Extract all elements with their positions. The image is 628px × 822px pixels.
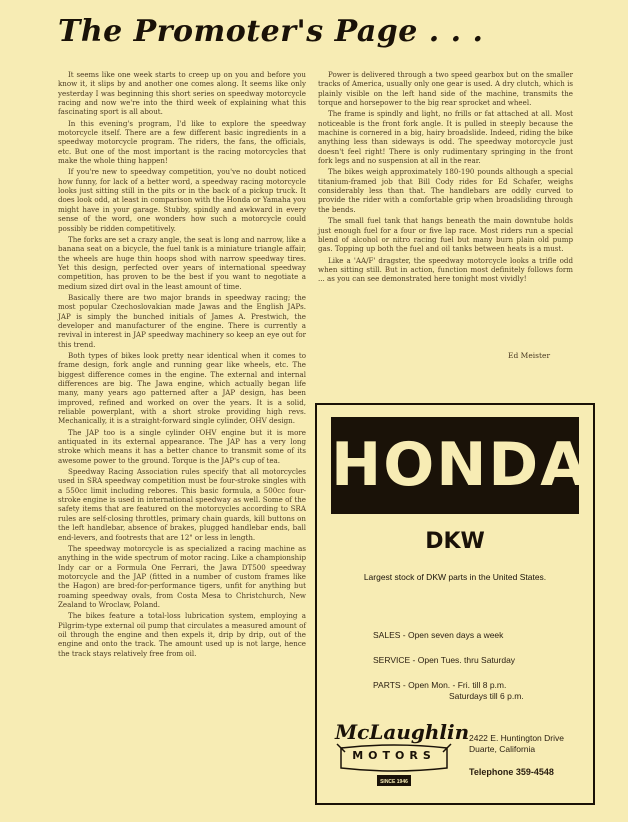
hours-text: - Open seven days a week	[400, 630, 504, 640]
page-title: The Promoter's Page . . .	[58, 14, 484, 49]
article-paragraph: Speedway Racing Association rules specify that all motorcycles used in SRA speedway competition must be four-stroke singles with a 550cc limit including rebores. This basic formula, a 500cc four-stroke engine is used in international speedway as well. Some of the safety items that are featured on the motorcycles according to SRA rules are self-closing throttles, primary chain guards, kill buttons on the left handlebar, absence of brakes, plugged handlebar ends, ball end-levers, and footrests that are 12" or less in length.	[58, 467, 306, 542]
article-paragraph: Power is delivered through a two speed gearbox but on the smaller tracks of America, usually only one gear is used. A dry clutch, which is plainly visible on the left hand side of the machine, transmits the torque and horsepower to the big rear sprocket and wheel.	[318, 70, 573, 108]
article-paragraph: In this evening's program, I'd like to explore the speedway motorcycle itself. There are a few different basic ingredients in a speedway motorcycle program. The riders, the fans, the officials, etc. But one of the most important is the racing motorcycles that make the whole thing happen!	[58, 118, 306, 166]
article-left-column	[58, 70, 306, 660]
article-paragraph: It seems like one week starts to creep up on you and before you know it, it slips by and another one comes along. It seems like only yesterday I was beginning this short series on speedway motorcycle racing and now we're into the third week of explaining what this fascinating sport is all about.	[58, 70, 306, 117]
hours-saturday: Saturdays till 6 p.m.	[449, 691, 524, 701]
article-paragraph: Like a 'AA/F' dragster, the speedway motorcycle looks a trifle odd when sitting still. But in action, function most definitely follows form ... as you can see demonstrated here tonight most vividly!	[318, 255, 573, 284]
article-paragraph: The speedway motorcycle is as specialized a racing machine as anything in the wide spectrum of motor racing. Like a championship Indy car or a Formula One Ferrari, the Jawa DT500 speedway motorcycle and the JAP (fitted in a number of custom frames like the Hagon) are bred-for-performance tigers, unfit for anything but roaming speedway ovals, from Costa Mesa to Christchurch, New Zealand to Wroclaw, Poland.	[58, 543, 306, 609]
logo-name: McLaughlin	[335, 720, 470, 744]
article-paragraph: Basically there are two major brands in speedway racing; the most popular Czechoslovakian made Jawas and the English JAPs. JAP is simply the bunched initials of James A. Prestwich, the developer and manufacturer of the engine. There is currently a revival in interest in JAP speedway machinery so keep an eye out for this trend.	[58, 292, 306, 349]
hours-label: SALES	[373, 630, 401, 640]
address-line: Duarte, California	[469, 744, 536, 754]
article-paragraph: The forks are set a crazy angle, the seat is long and narrow, like a banana seat on a bicycle, the fuel tank is a miniature triangle affair, the wheels are huge thin hoops shod with narrow speedway tires. Yet this design, perfected over years of international speedway competition, has proven to be the best if you want to negotiate a medium sized dirt oval in the least amount of time.	[58, 234, 306, 291]
ad-tagline: Largest stock of DKW parts in the United States.	[363, 572, 547, 582]
article-paragraph: The small fuel tank that hangs beneath the main downtube holds just enough fuel for a four or five lap race. Most riders run a special blend of alcohol or nitro racing fuel but many burn plain old pump gas. Topping up both the fuel and oil tanks between heats is a must.	[318, 216, 573, 254]
dealer-advertisement	[315, 403, 595, 805]
article-paragraph: Both types of bikes look pretty near identical when it comes to frame design, fork angle and running gear like wheels, etc. The biggest difference comes in the engine. The external and internal differences are big. The Jawa engine, which actually began life many, many years ago patterned after a JAP design, has been improved, refined and worked on over the years. It is a solid, reliable powerplant, with a short stroke providing high revs. Mechanically, it is a straight-forward single cylinder, OHV design.	[58, 350, 306, 426]
address-line: 2422 E. Huntington Drive	[469, 733, 564, 743]
hours-text: - Open Mon. - Fri. till 8 p.m.	[400, 680, 507, 690]
logo-since: SINCE 1946	[380, 779, 408, 785]
article-paragraph: The bikes weigh approximately 180-190 pounds although a special titanium-framed job that Bill Cody rides for Ed Schafer, weighs considerably less than that. The handlebars are oddly curved to provide the rider with a comfortable grip when broadsliding through the bends.	[318, 167, 573, 214]
hours-label: SERVICE	[373, 655, 411, 665]
hours-text: - Open Tues. thru Saturday	[410, 655, 516, 665]
dealer-phone: Telephone 359-4548	[469, 767, 554, 777]
author-signature: Ed Meister	[508, 351, 551, 360]
hours-sales	[373, 630, 503, 641]
hours-parts	[373, 680, 524, 702]
article-paragraph: The frame is spindly and light, no frills or fat attached at all. Most noticeable is the front fork angle. It is pulled in steeply because the machine is cornered in a big, hairy broadslide. Indeed, riding the bike anything less than sideways is odd. The speedway motorcycle just doesn't feel right! There is only rudimentary springing in the front fork legs and no suspension at all in the rear.	[318, 109, 573, 166]
hours-label: PARTS	[373, 680, 401, 690]
logo-motors: MOTORS	[352, 749, 436, 762]
dkw-heading: DKW	[425, 529, 485, 554]
mclaughlin-motors-logo	[335, 718, 470, 798]
article-right-column	[318, 70, 573, 286]
article-paragraph: The bikes feature a total-loss lubrication system, employing a Pilgrim-type external oil pump that circulates a measured amount of oil through the engine and then expels it, drip by drip, out of the engine and onto the track. The amount used up is not large, hence the track stays relatively free from oil.	[58, 611, 306, 658]
dealer-address	[469, 733, 564, 755]
honda-brand-block: HONDA	[331, 417, 579, 514]
article-paragraph: The JAP too is a single cylinder OHV engine but it is more antiquated in its external appearance. The JAP has a very long stroke which means it has a better chance to transmit some of its awesome power to the ground. Torque is the JAP's cup of tea.	[58, 427, 306, 465]
article-paragraph: If you're new to speedway competition, you've no doubt noticed how funny, for lack of a better word, a speedway racing motorcycle looks just sitting still in the pits or in the back of a pickup truck. It does look odd, at least in comparison with the Honda or Yamaha you might have in your garage. Stubby, spindly and awkward in every sense of the word, one wonders how such a motorcycle could possibly be ridden competitively.	[58, 167, 306, 233]
hours-service	[373, 655, 515, 666]
